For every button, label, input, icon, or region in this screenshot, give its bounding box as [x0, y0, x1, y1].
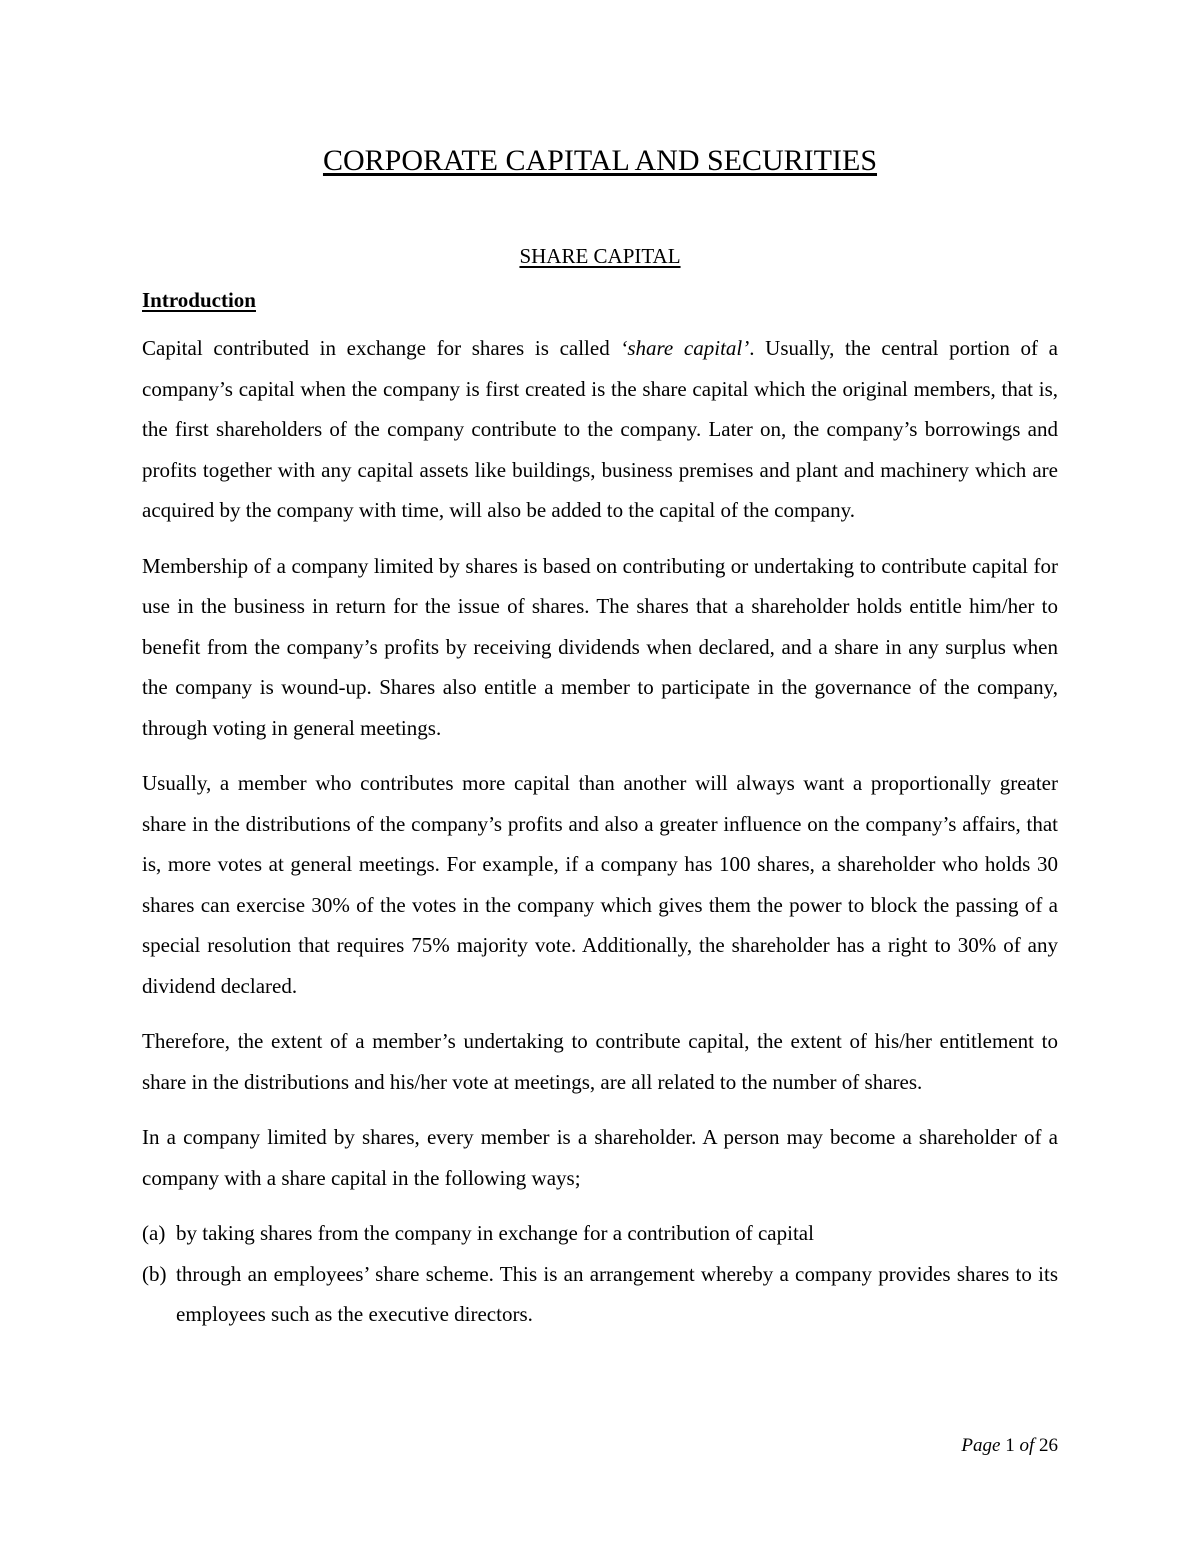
list-item [142, 1254, 1058, 1335]
paragraph-4: Therefore, the extent of a member’s undertaking to contribute capital, the extent of his/her entitlement to share in the distributions and his/her vote at meetings, are all related to the number of shares. [142, 1029, 1058, 1094]
list-item-text: by taking shares from the company in exchange for a contribution of capital [176, 1221, 814, 1245]
paragraph-1 [142, 328, 1058, 531]
list-item-text: through an employees’ share scheme. This is an arrangement whereby a company provides shares to its employees such as the executive directors. [176, 1261, 1058, 1326]
list-item [142, 1213, 1058, 1254]
page-footer [961, 1433, 1058, 1459]
document-title: CORPORATE CAPITAL AND SECURITIES [322, 144, 878, 177]
footer-total-pages: 26 [1039, 1435, 1058, 1456]
list-marker: (b) [142, 1261, 167, 1286]
subheading-introduction: Introduction [142, 288, 256, 312]
paragraph-1-term: ‘share capital’ [620, 336, 750, 360]
footer-of-word: of [1019, 1435, 1035, 1456]
document-page [142, 0, 1058, 1553]
document-body [142, 328, 1058, 1335]
footer-page-word: Page [961, 1435, 1001, 1456]
paragraph-1-rest: . Usually, the central portion of a company’s capital when the company is first created is the share capital which the original members, that is, the first shareholders of the company contribute to the company. Later on, the company’s borrowings and profits together with any capital assets like buildings, business premises and plant and machinery which are acquired by the company with time, will also be added to the capital of the company. [142, 336, 1058, 522]
list-marker: (a) [142, 1221, 166, 1245]
paragraph-2: Membership of a company limited by shares is based on contributing or undertaking to contribute capital for use in the business in return for the issue of shares. The shares that a shareholder holds entitle him/her to benefit from the company’s profits by receiving dividends when declared, and a share in any surplus when the company is wound-up. Shares also entitle a member to participate in the governance of the company, through voting in general meetings. [142, 553, 1058, 740]
ways-list [142, 1213, 1058, 1335]
footer-page-number: 1 [1005, 1435, 1015, 1456]
paragraph-1-start: Capital contributed in exchange for shares is called [142, 336, 621, 360]
paragraph-5: In a company limited by shares, every member is a shareholder. A person may become a shareholder of a company with a share capital in the following ways; [142, 1125, 1058, 1190]
paragraph-3: Usually, a member who contributes more capital than another will always want a proportionally greater share in the distributions of the company’s profits and also a greater influence on the company’s affairs, that is, more votes at general meetings. For example, if a company has 100 shares, a shareholder who holds 30 shares can exercise 30% of the votes in the company which gives them the power to block the passing of a special resolution that requires 75% majority vote. Additionally, the shareholder has a right to 30% of any dividend declared. [142, 771, 1058, 998]
section-title: SHARE CAPITAL [519, 244, 681, 268]
